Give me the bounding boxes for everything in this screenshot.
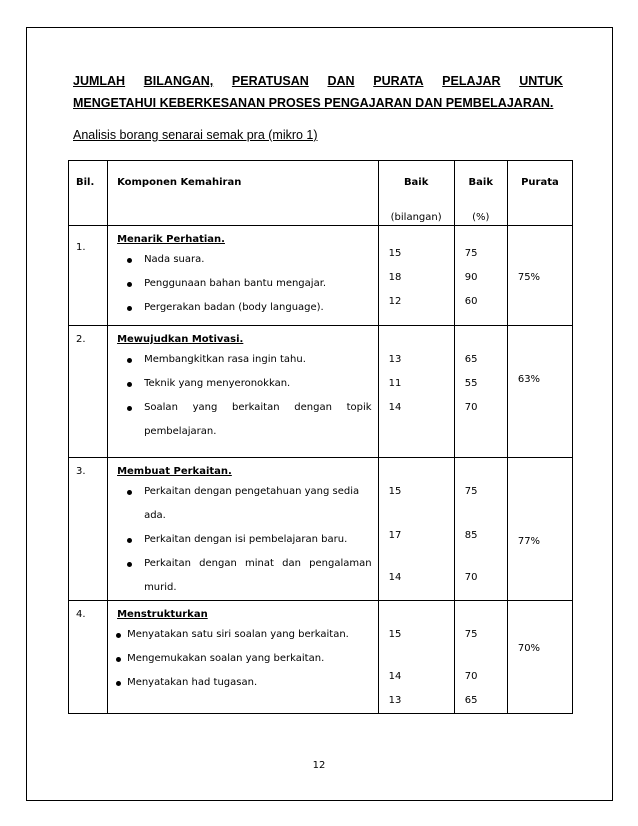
percent-value: 55: [464, 378, 478, 389]
row-title: Mewujudkan Motivasi.: [117, 334, 244, 345]
item-list: [108, 480, 378, 600]
page-number: 12: [312, 760, 326, 771]
percent-value: 70: [464, 671, 478, 682]
percent-value: 90: [464, 272, 478, 283]
list-item: Teknik yang menyeronokkan.: [108, 372, 378, 396]
table-row: [69, 458, 573, 601]
count-value: 13: [388, 354, 402, 365]
percent-value: 65: [464, 695, 478, 706]
percent-value: 75: [464, 629, 478, 640]
row-komponen: [108, 326, 379, 458]
list-item: Menyatakan had tugasan.: [108, 671, 378, 695]
heading-line-1: [73, 74, 563, 88]
row-percents: [454, 326, 507, 458]
row-number: 4.: [69, 601, 108, 714]
count-value: 12: [388, 296, 402, 307]
row-komponen: [108, 226, 379, 326]
purata-value: 63%: [517, 374, 541, 385]
percent-value: 75: [464, 248, 478, 259]
item-list: [108, 623, 378, 695]
count-value: 15: [388, 629, 402, 640]
count-value: 11: [388, 378, 402, 389]
list-item: Mengemukakan soalan yang berkaitan.: [108, 647, 378, 671]
row-counts: [378, 458, 454, 601]
header-baik-count-label: Baik: [403, 177, 429, 188]
header-purata: Purata: [507, 161, 572, 226]
purata-value: 75%: [517, 272, 541, 283]
heading-word: BILANGAN,: [143, 74, 214, 88]
table-row: [69, 601, 573, 714]
row-percents: [454, 601, 507, 714]
row-title: Membuat Perkaitan.: [117, 466, 232, 477]
count-value: 15: [388, 486, 402, 497]
row-number: 2.: [69, 326, 108, 458]
row-counts: [378, 601, 454, 714]
table-header-row: [69, 161, 573, 226]
count-value: 13: [388, 695, 402, 706]
percent-value: 65: [464, 354, 478, 365]
count-value: 14: [388, 572, 402, 583]
header-baik-pct-sub: (%): [472, 212, 490, 223]
list-item: Penggunaan bahan bantu mengajar.: [108, 272, 378, 296]
list-item: Pergerakan badan (body language).: [108, 296, 378, 320]
table-row: [69, 226, 573, 326]
list-item: Membangkitkan rasa ingin tahu.: [108, 348, 378, 372]
row-counts: [378, 226, 454, 326]
heading-word: JUMLAH: [73, 74, 126, 88]
table-row: [69, 326, 573, 458]
count-value: 14: [388, 671, 402, 682]
list-item: Perkaitan dengan minat dan pengalaman murid.: [108, 552, 378, 600]
row-percents: [454, 458, 507, 601]
heading-line-2: MENGETAHUI KEBERKESANAN PROSES PENGAJARAN DAN PEMBELAJARAN.: [73, 96, 554, 110]
row-purata: [507, 458, 572, 601]
percent-value: 60: [464, 296, 478, 307]
analysis-table: [68, 160, 573, 714]
row-purata: [507, 601, 572, 714]
list-item: Menyatakan satu siri soalan yang berkaitan.: [108, 623, 378, 647]
row-number: 3.: [69, 458, 108, 601]
row-percents: [454, 226, 507, 326]
percent-value: 70: [464, 572, 478, 583]
row-komponen: [108, 601, 379, 714]
list-item: Nada suara.: [108, 248, 378, 272]
list-item: Perkaitan dengan isi pembelajaran baru.: [108, 528, 378, 552]
item-list: [108, 348, 378, 444]
table-subtitle: Analisis borang senarai semak pra (mikro 1): [73, 128, 318, 142]
row-counts: [378, 326, 454, 458]
header-komponen: Komponen Kemahiran: [108, 161, 379, 226]
header-bil: Bil.: [69, 161, 108, 226]
heading-word: DAN: [327, 74, 355, 88]
purata-value: 70%: [517, 643, 541, 654]
count-value: 14: [388, 402, 402, 413]
percent-value: 75: [464, 486, 478, 497]
item-list: [108, 248, 378, 320]
header-baik-count-sub: (bilangan): [390, 212, 442, 223]
list-item: Perkaitan dengan pengetahuan yang sedia ada.: [108, 480, 378, 528]
purata-value: 77%: [517, 536, 541, 547]
heading-word: PURATA: [373, 74, 424, 88]
percent-value: 70: [464, 402, 478, 413]
row-title: Menstrukturkan: [117, 609, 208, 620]
row-purata: [507, 226, 572, 326]
header-baik-pct-label: Baik: [468, 177, 493, 188]
count-value: 15: [388, 248, 402, 259]
row-purata: [507, 326, 572, 458]
percent-value: 85: [464, 530, 478, 541]
row-komponen: [108, 458, 379, 601]
header-baik-pct: [454, 161, 507, 226]
count-value: 17: [388, 530, 402, 541]
row-number: 1.: [69, 226, 108, 326]
count-value: 18: [388, 272, 402, 283]
heading-word: PELAJAR: [442, 74, 501, 88]
row-title: Menarik Perhatian.: [117, 234, 225, 245]
header-baik-count: [378, 161, 454, 226]
heading-word: UNTUK: [519, 74, 563, 88]
heading-word: PERATUSAN: [231, 74, 309, 88]
list-item: Soalan yang berkaitan dengan topik pembelajaran.: [108, 396, 378, 444]
